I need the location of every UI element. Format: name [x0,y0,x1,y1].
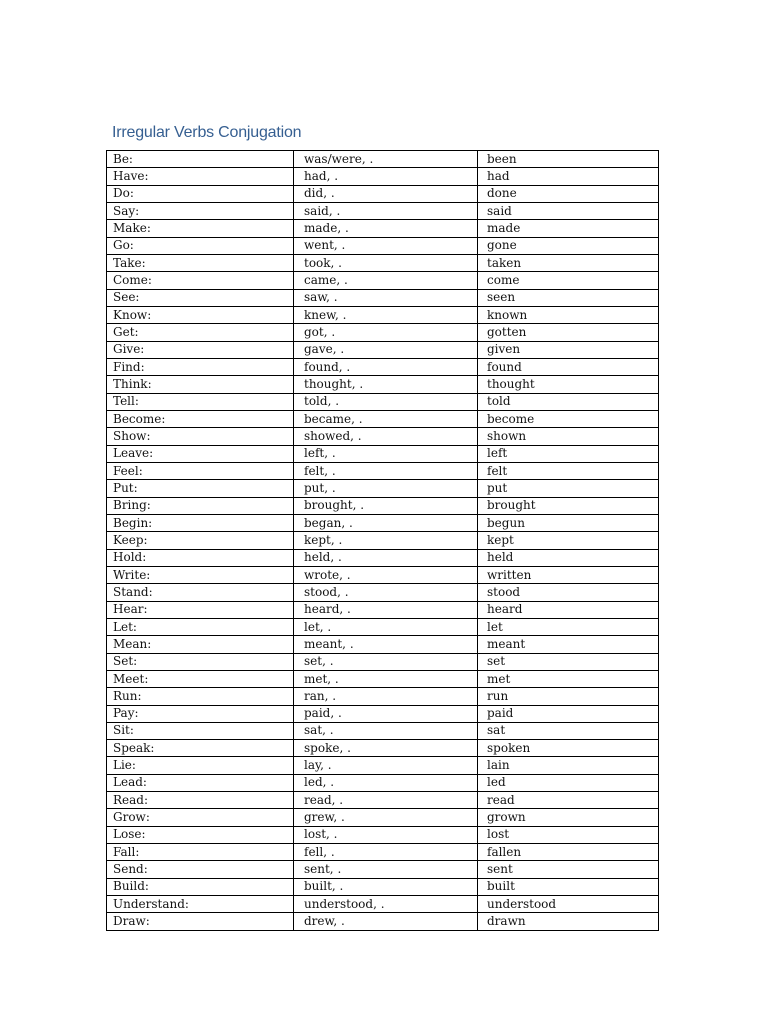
past-tense-cell: gave, . [294,341,478,358]
base-form-cell: Go: [107,237,294,254]
past-participle-cell: meant [478,636,659,653]
past-participle-cell: spoken [478,740,659,757]
past-tense-cell: grew, . [294,809,478,826]
past-participle-cell: found [478,358,659,375]
table-row [107,913,659,930]
past-participle-cell: told [478,393,659,410]
past-participle-cell: read [478,792,659,809]
past-tense-cell: got, . [294,324,478,341]
table-row [107,445,659,462]
base-form-cell: Feel: [107,462,294,479]
base-form-cell: Build: [107,878,294,895]
past-participle-cell: met [478,670,659,687]
base-form-cell: Sit: [107,722,294,739]
past-tense-cell: became, . [294,410,478,427]
past-participle-cell: been [478,151,659,168]
past-participle-cell: stood [478,584,659,601]
past-tense-cell: knew, . [294,306,478,323]
table-row [107,220,659,237]
base-form-cell: Pay: [107,705,294,722]
table-row [107,653,659,670]
table-row [107,393,659,410]
table-row [107,497,659,514]
past-participle-cell: gotten [478,324,659,341]
past-participle-cell: come [478,272,659,289]
past-participle-cell: said [478,202,659,219]
base-form-cell: Have: [107,168,294,185]
table-row [107,324,659,341]
base-form-cell: Say: [107,202,294,219]
table-row [107,566,659,583]
past-tense-cell: set, . [294,653,478,670]
base-form-cell: Speak: [107,740,294,757]
past-participle-cell: run [478,688,659,705]
past-participle-cell: lost [478,826,659,843]
past-tense-cell: lost, . [294,826,478,843]
base-form-cell: Keep: [107,532,294,549]
past-tense-cell: drew, . [294,913,478,930]
table-row [107,168,659,185]
base-form-cell: Hear: [107,601,294,618]
past-participle-cell: held [478,549,659,566]
past-tense-cell: had, . [294,168,478,185]
past-tense-cell: met, . [294,670,478,687]
past-participle-cell: gone [478,237,659,254]
past-tense-cell: sat, . [294,722,478,739]
table-row [107,601,659,618]
base-form-cell: Set: [107,653,294,670]
base-form-cell: Show: [107,428,294,445]
past-tense-cell: read, . [294,792,478,809]
table-row [107,376,659,393]
base-form-cell: Begin: [107,514,294,531]
base-form-cell: Put: [107,480,294,497]
past-tense-cell: meant, . [294,636,478,653]
base-form-cell: Do: [107,185,294,202]
past-tense-cell: fell, . [294,844,478,861]
table-row [107,774,659,791]
past-tense-cell: said, . [294,202,478,219]
past-participle-cell: begun [478,514,659,531]
past-tense-cell: thought, . [294,376,478,393]
table-row [107,809,659,826]
past-tense-cell: led, . [294,774,478,791]
past-participle-cell: led [478,774,659,791]
base-form-cell: Know: [107,306,294,323]
past-tense-cell: spoke, . [294,740,478,757]
table-row [107,670,659,687]
past-participle-cell: made [478,220,659,237]
past-participle-cell: known [478,306,659,323]
table-row [107,757,659,774]
table-row [107,410,659,427]
base-form-cell: Be: [107,151,294,168]
past-participle-cell: taken [478,254,659,271]
past-tense-cell: came, . [294,272,478,289]
past-tense-cell: put, . [294,480,478,497]
past-tense-cell: showed, . [294,428,478,445]
base-form-cell: Grow: [107,809,294,826]
past-tense-cell: saw, . [294,289,478,306]
base-form-cell: Mean: [107,636,294,653]
base-form-cell: Write: [107,566,294,583]
past-participle-cell: become [478,410,659,427]
table-row [107,202,659,219]
past-tense-cell: built, . [294,878,478,895]
past-tense-cell: felt, . [294,462,478,479]
base-form-cell: See: [107,289,294,306]
past-participle-cell: understood [478,896,659,913]
document-title: Irregular Verbs Conjugation [112,124,302,141]
table-row [107,549,659,566]
past-participle-cell: paid [478,705,659,722]
table-row [107,428,659,445]
past-participle-cell: heard [478,601,659,618]
table-row [107,306,659,323]
base-form-cell: Fall: [107,844,294,861]
table-row [107,341,659,358]
past-participle-cell: built [478,878,659,895]
table-body [107,151,659,931]
past-tense-cell: was/were, . [294,151,478,168]
past-participle-cell: lain [478,757,659,774]
table-row [107,826,659,843]
past-tense-cell: let, . [294,618,478,635]
table-row [107,844,659,861]
base-form-cell: Stand: [107,584,294,601]
past-tense-cell: lay, . [294,757,478,774]
table-row [107,462,659,479]
table-row [107,896,659,913]
base-form-cell: Lose: [107,826,294,843]
past-participle-cell: sent [478,861,659,878]
past-participle-cell: thought [478,376,659,393]
past-participle-cell: left [478,445,659,462]
past-tense-cell: took, . [294,254,478,271]
base-form-cell: Become: [107,410,294,427]
base-form-cell: Take: [107,254,294,271]
past-tense-cell: paid, . [294,705,478,722]
base-form-cell: Find: [107,358,294,375]
base-form-cell: Lead: [107,774,294,791]
past-tense-cell: kept, . [294,532,478,549]
past-participle-cell: sat [478,722,659,739]
table-row [107,688,659,705]
base-form-cell: Come: [107,272,294,289]
past-tense-cell: made, . [294,220,478,237]
irregular-verbs-table [106,150,659,931]
table-row [107,151,659,168]
table-row [107,514,659,531]
past-participle-cell: grown [478,809,659,826]
base-form-cell: Make: [107,220,294,237]
table-row [107,792,659,809]
past-tense-cell: told, . [294,393,478,410]
base-form-cell: Bring: [107,497,294,514]
past-tense-cell: wrote, . [294,566,478,583]
base-form-cell: Send: [107,861,294,878]
table-row [107,532,659,549]
past-tense-cell: left, . [294,445,478,462]
table-row [107,272,659,289]
base-form-cell: Leave: [107,445,294,462]
table-row [107,636,659,653]
past-participle-cell: felt [478,462,659,479]
table-row [107,185,659,202]
base-form-cell: Meet: [107,670,294,687]
past-tense-cell: sent, . [294,861,478,878]
base-form-cell: Understand: [107,896,294,913]
base-form-cell: Read: [107,792,294,809]
table-row [107,618,659,635]
base-form-cell: Let: [107,618,294,635]
table-row [107,740,659,757]
past-tense-cell: brought, . [294,497,478,514]
past-tense-cell: found, . [294,358,478,375]
table-row [107,861,659,878]
table-row [107,480,659,497]
past-participle-cell: set [478,653,659,670]
base-form-cell: Tell: [107,393,294,410]
past-tense-cell: held, . [294,549,478,566]
table-row [107,705,659,722]
past-tense-cell: stood, . [294,584,478,601]
past-participle-cell: let [478,618,659,635]
table-row [107,358,659,375]
past-participle-cell: shown [478,428,659,445]
table-row [107,237,659,254]
base-form-cell: Give: [107,341,294,358]
base-form-cell: Draw: [107,913,294,930]
base-form-cell: Run: [107,688,294,705]
past-tense-cell: understood, . [294,896,478,913]
past-participle-cell: kept [478,532,659,549]
past-tense-cell: began, . [294,514,478,531]
table-row [107,254,659,271]
base-form-cell: Lie: [107,757,294,774]
base-form-cell: Hold: [107,549,294,566]
past-participle-cell: seen [478,289,659,306]
past-tense-cell: went, . [294,237,478,254]
past-participle-cell: had [478,168,659,185]
table-row [107,289,659,306]
past-participle-cell: done [478,185,659,202]
past-participle-cell: brought [478,497,659,514]
past-tense-cell: did, . [294,185,478,202]
past-tense-cell: heard, . [294,601,478,618]
base-form-cell: Think: [107,376,294,393]
past-participle-cell: given [478,341,659,358]
past-participle-cell: put [478,480,659,497]
table-row [107,878,659,895]
table-row [107,722,659,739]
past-tense-cell: ran, . [294,688,478,705]
past-participle-cell: drawn [478,913,659,930]
table-row [107,584,659,601]
past-participle-cell: written [478,566,659,583]
past-participle-cell: fallen [478,844,659,861]
base-form-cell: Get: [107,324,294,341]
